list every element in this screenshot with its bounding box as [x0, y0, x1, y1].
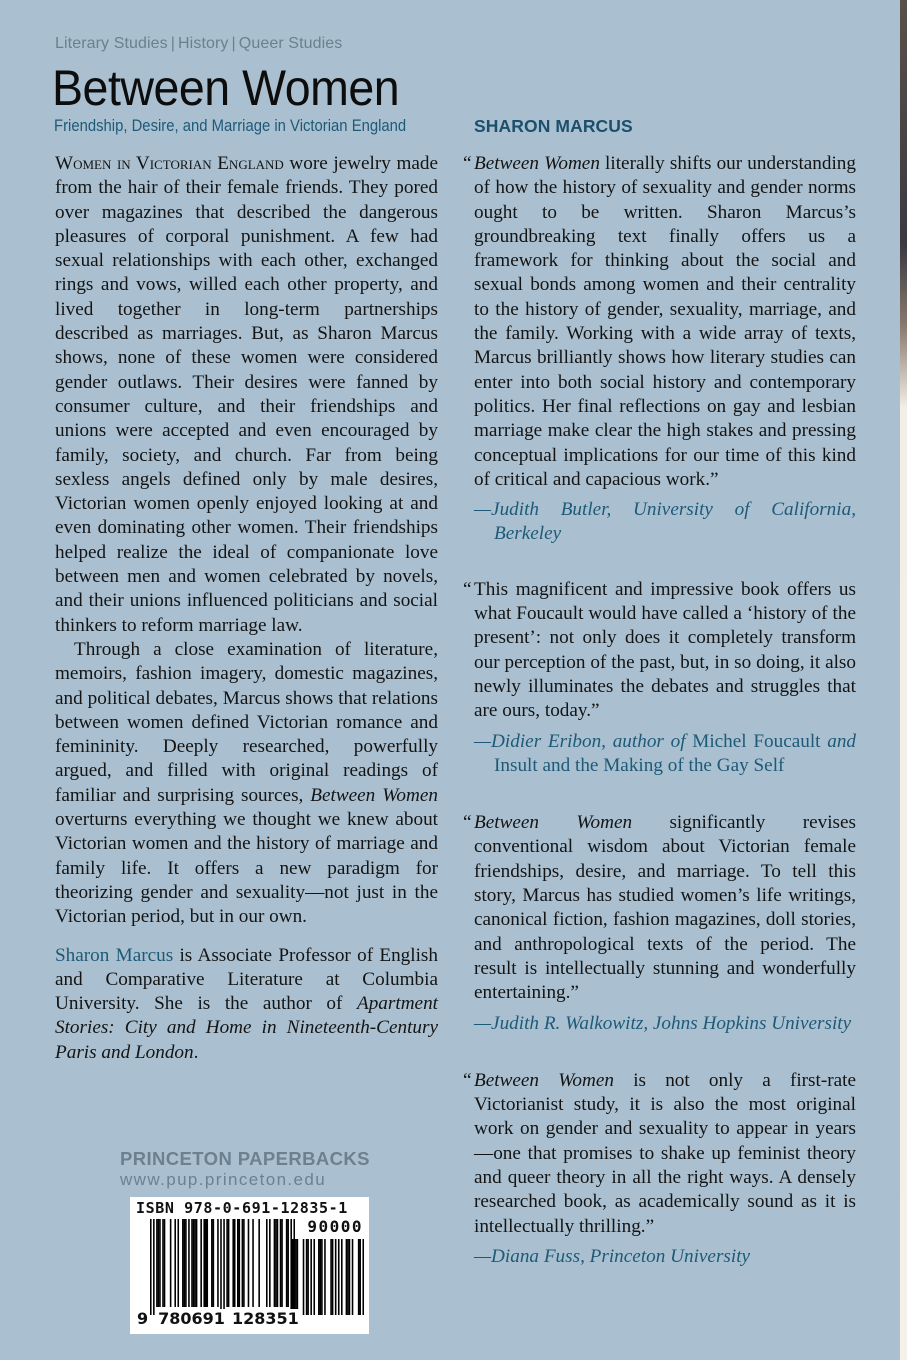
addon-bar: [347, 1239, 349, 1315]
addon-bar: [324, 1239, 326, 1315]
barcode-bar: [286, 1219, 288, 1307]
barcode-bar: [281, 1219, 283, 1307]
barcode-bar: [280, 1219, 282, 1307]
addon-bar: [320, 1239, 322, 1315]
attribution-author: —Didier Eribon, author of: [474, 730, 693, 752]
barcode-bar: [150, 1219, 152, 1315]
barcode-bar: [239, 1219, 241, 1307]
attribution-book-2: Insult and the Making of the Gay Self: [494, 754, 785, 776]
barcode-bar: [269, 1219, 271, 1307]
blurb-attribution: —Diana Fuss, Princeton University: [474, 1245, 751, 1267]
addon-bar: [358, 1239, 360, 1315]
barcode-bar: [194, 1219, 196, 1307]
open-quote-mark: “: [463, 578, 472, 600]
isbn-barcode: [130, 1197, 369, 1334]
barcode-bar: [182, 1219, 184, 1307]
barcode-bar: [232, 1219, 234, 1307]
blurb-book-title: Between Women: [474, 812, 633, 834]
blurb-butler: [463, 152, 856, 547]
publisher-imprint: PRINCETON PAPERBACKS: [120, 1148, 370, 1169]
barcode-bar: [185, 1219, 187, 1307]
author-heading: SHARON MARCUS: [474, 116, 633, 136]
publisher-block: [120, 1148, 382, 1190]
book-title: Between Women: [52, 60, 400, 116]
barcode-bar: [153, 1219, 155, 1315]
category-separator: |: [231, 35, 236, 52]
barcode-bar: [243, 1219, 245, 1307]
open-quote-mark: “: [463, 1069, 472, 1091]
blurb-text: is not only a first-rate Victorianist study, it is also the most original work on gender and sexuality to appear in years—one that promises to shake up feminist theory and queer theory in all the right ways. A densely researched book, as academically sound as it is intellectually thrilling.”: [474, 1069, 856, 1237]
blurb-eribon: [463, 578, 857, 778]
barcode-bar: [191, 1219, 193, 1307]
paragraph-text: wore jewelry made from the hair of their female friends. They pored over magazines that described the dangerous pleasures of corporal punishment. A few had sexual relationships with each other, exchanged rings and vows, willed each other property, and lived together in long-term partnerships described as marriages. But, as Sharon Marcus shows, none of these women were considered gender outlaws. Their desires were fanned by consumer culture, and their friendships and unions were accepted and even encouraged by family, society, and church. Far from being sexless angels defined only by male desires, Victorian women openly enjoyed looking at and even dominating other women. Their friendships helped realize the ideal of companionate love between men and women celebrated by novels, and their unions influenced politicians and social thinkers to reform marriage law.: [55, 153, 438, 636]
barcode-bar: [266, 1219, 268, 1307]
addon-bar: [362, 1239, 364, 1315]
description-paragraph-2: [55, 638, 438, 930]
description-paragraph-1: [55, 152, 438, 638]
barcode-bar: [242, 1219, 244, 1307]
barcode-bar: [252, 1219, 254, 1307]
open-quote-mark: “: [463, 812, 472, 834]
barcode-bar: [287, 1219, 289, 1307]
author-bio-name: Sharon Marcus: [55, 944, 174, 966]
addon-bar: [330, 1239, 332, 1315]
addon-bar: [352, 1239, 354, 1315]
barcode-bar: [237, 1219, 239, 1307]
barcode-bar: [196, 1219, 198, 1307]
addon-bar: [349, 1239, 351, 1315]
blurb-book-title: Between Women: [474, 153, 600, 174]
barcode-bar: [226, 1219, 228, 1307]
barcode-bar: [162, 1219, 164, 1307]
addon-bar: [307, 1239, 309, 1315]
barcode-bar: [156, 1219, 158, 1307]
barcode-bar: [275, 1219, 277, 1307]
author-bio-end: .: [193, 1041, 199, 1063]
barcode-bar: [206, 1219, 208, 1307]
barcode-bar: [174, 1219, 176, 1307]
category-literary-studies: Literary Studies: [55, 35, 168, 52]
paragraph-text: Through a close examination of literature, memoirs, fashion imagery, domestic magazines, and political debates, Marcus shows that relations between women defined Victorian romance and femininity. Deeply researched, powerfully argued, and filled with original readings of familiar and surprising sources,: [55, 638, 438, 806]
addon-bar: [303, 1239, 305, 1315]
blurb-book-title: Between Women: [474, 1069, 614, 1091]
barcode-bar: [274, 1219, 276, 1307]
barcode-bar: [200, 1219, 202, 1307]
blurb-quote: [463, 152, 856, 492]
addon-bar: [295, 1239, 297, 1315]
barcode-bar: [158, 1219, 160, 1307]
blurb-attribution: —Judith Butler, University of California, Berkeley: [474, 499, 856, 545]
author-bio-book: Apartment Stories: City and Home in Nineteenth-Century Paris and London: [55, 993, 438, 1063]
open-quote-mark: “: [463, 153, 472, 174]
publisher-url: www.pup.princeton.edu: [120, 1170, 327, 1189]
addon-bar: [359, 1239, 361, 1315]
barcode-bar: [277, 1219, 279, 1307]
lead-in-smallcaps: Women in Victorian England: [55, 153, 284, 174]
adjacent-spine-edge: [900, 0, 907, 1360]
category-history: History: [178, 35, 229, 52]
blurb-quote: [463, 1069, 856, 1239]
addon-bar: [292, 1239, 294, 1315]
blurb-attribution: —Judith R. Walkowitz, Johns Hopkins University: [474, 1012, 852, 1034]
blurb-attribution: [474, 730, 856, 779]
blurb-fuss: [463, 1069, 856, 1269]
barcode-bar: [177, 1219, 179, 1307]
addon-bar: [346, 1239, 348, 1315]
barcode-bar: [164, 1219, 166, 1307]
attribution-and: and: [820, 730, 857, 752]
barcode-bar: [170, 1219, 172, 1307]
barcode-bar: [217, 1219, 219, 1307]
isbn-label: ISBN 978-0-691-12835-1: [136, 1199, 348, 1217]
blurb-text: significantly revises conventional wisdom about Victorian female friendships, desire, and marriage. To tell this story, Marcus has studied women’s life writings, canonical fiction, fashion magazines, doll stories, and anthropological texts of the period. The result is intellectually stunning and wonderfully entertaining.”: [474, 812, 857, 1004]
ean-right-group: 128351: [231, 1309, 299, 1328]
barcode-bar: [184, 1219, 186, 1307]
addon-bar: [313, 1239, 315, 1315]
barcode-bar: [159, 1219, 161, 1307]
barcode-bar: [258, 1219, 260, 1307]
barcode-bar: [211, 1219, 213, 1307]
blurb-walkowitz: [463, 811, 857, 1036]
barcode-bar: [213, 1219, 215, 1307]
addon-bar: [318, 1239, 320, 1315]
subject-categories: [55, 35, 342, 53]
blurb-text: literally shifts our understanding of how the history of sexuality and gender norms ought to be written. Sharon Marcus’s groundbreaking text finally offers us a framework for thinking about the social and sexual bonds among women and their centrality to the history of gender, sexuality, marriage, and the family. Working with a wide array of texts, Marcus brilliantly shows how literary studies can enter into both social history and contemporary politics. Her final reflections on gay and lesbian marriage make clear the high stakes and pressing conceptual implications for our time of this kind of critical and capacious work.”: [474, 153, 856, 490]
price-code: 90000: [307, 1217, 363, 1236]
addon-bar: [332, 1239, 334, 1315]
addon-bar: [306, 1239, 308, 1315]
category-queer-studies: Queer Studies: [238, 35, 343, 52]
addon-bar: [321, 1239, 323, 1315]
barcode-bar: [234, 1219, 236, 1307]
addon-bars: [292, 1239, 364, 1315]
blurb-quote: [463, 811, 857, 1005]
book-subtitle: Friendship, Desire, and Marriage in Victorian England: [54, 117, 407, 135]
author-bio-text: is Associate Professor of English and Comparative Literature at Columbia University. She is the author of: [55, 944, 438, 1015]
barcode-bar: [205, 1219, 207, 1307]
addon-bar: [310, 1239, 312, 1315]
addon-bar: [297, 1239, 299, 1315]
ean-first-digit: 9: [137, 1309, 149, 1328]
barcode-bar: [203, 1219, 205, 1307]
ean-digits: [136, 1309, 300, 1328]
attribution-book-1: Michel Foucault: [692, 730, 821, 752]
book-title-italic: Between Women: [310, 784, 438, 806]
category-separator: |: [170, 35, 176, 52]
ean-left-group: 780691: [158, 1309, 225, 1328]
author-bio: [55, 944, 438, 1065]
addon-bar: [341, 1239, 343, 1315]
barcode-bar: [223, 1219, 225, 1315]
barcode-bar: [220, 1219, 222, 1315]
barcode-bar: [193, 1219, 195, 1307]
blurb-text: This magnificent and impressive book offers us what Foucault would have called a ‘history of the present’: not only does it completely transform our perception of the past, but, in so doing, it also newly illuminates the debates and struggles that are ours, today.”: [474, 578, 856, 722]
barcode-bar: [188, 1219, 190, 1307]
ean13-bars: [150, 1219, 295, 1315]
paragraph-text: overturns everything we thought we knew about Victorian women and the history of marriage and family life. It offers a new paradigm for theorizing gender and sexuality—not just in the Victorian period, but in our own.: [55, 809, 438, 928]
addon-bar: [335, 1239, 337, 1315]
barcode-bar: [248, 1219, 250, 1307]
barcode-bar: [228, 1219, 230, 1307]
addon-bar: [338, 1239, 340, 1315]
blurbs-column: [463, 152, 857, 1269]
description-column: [55, 152, 438, 1065]
blurb-quote: [463, 578, 856, 724]
